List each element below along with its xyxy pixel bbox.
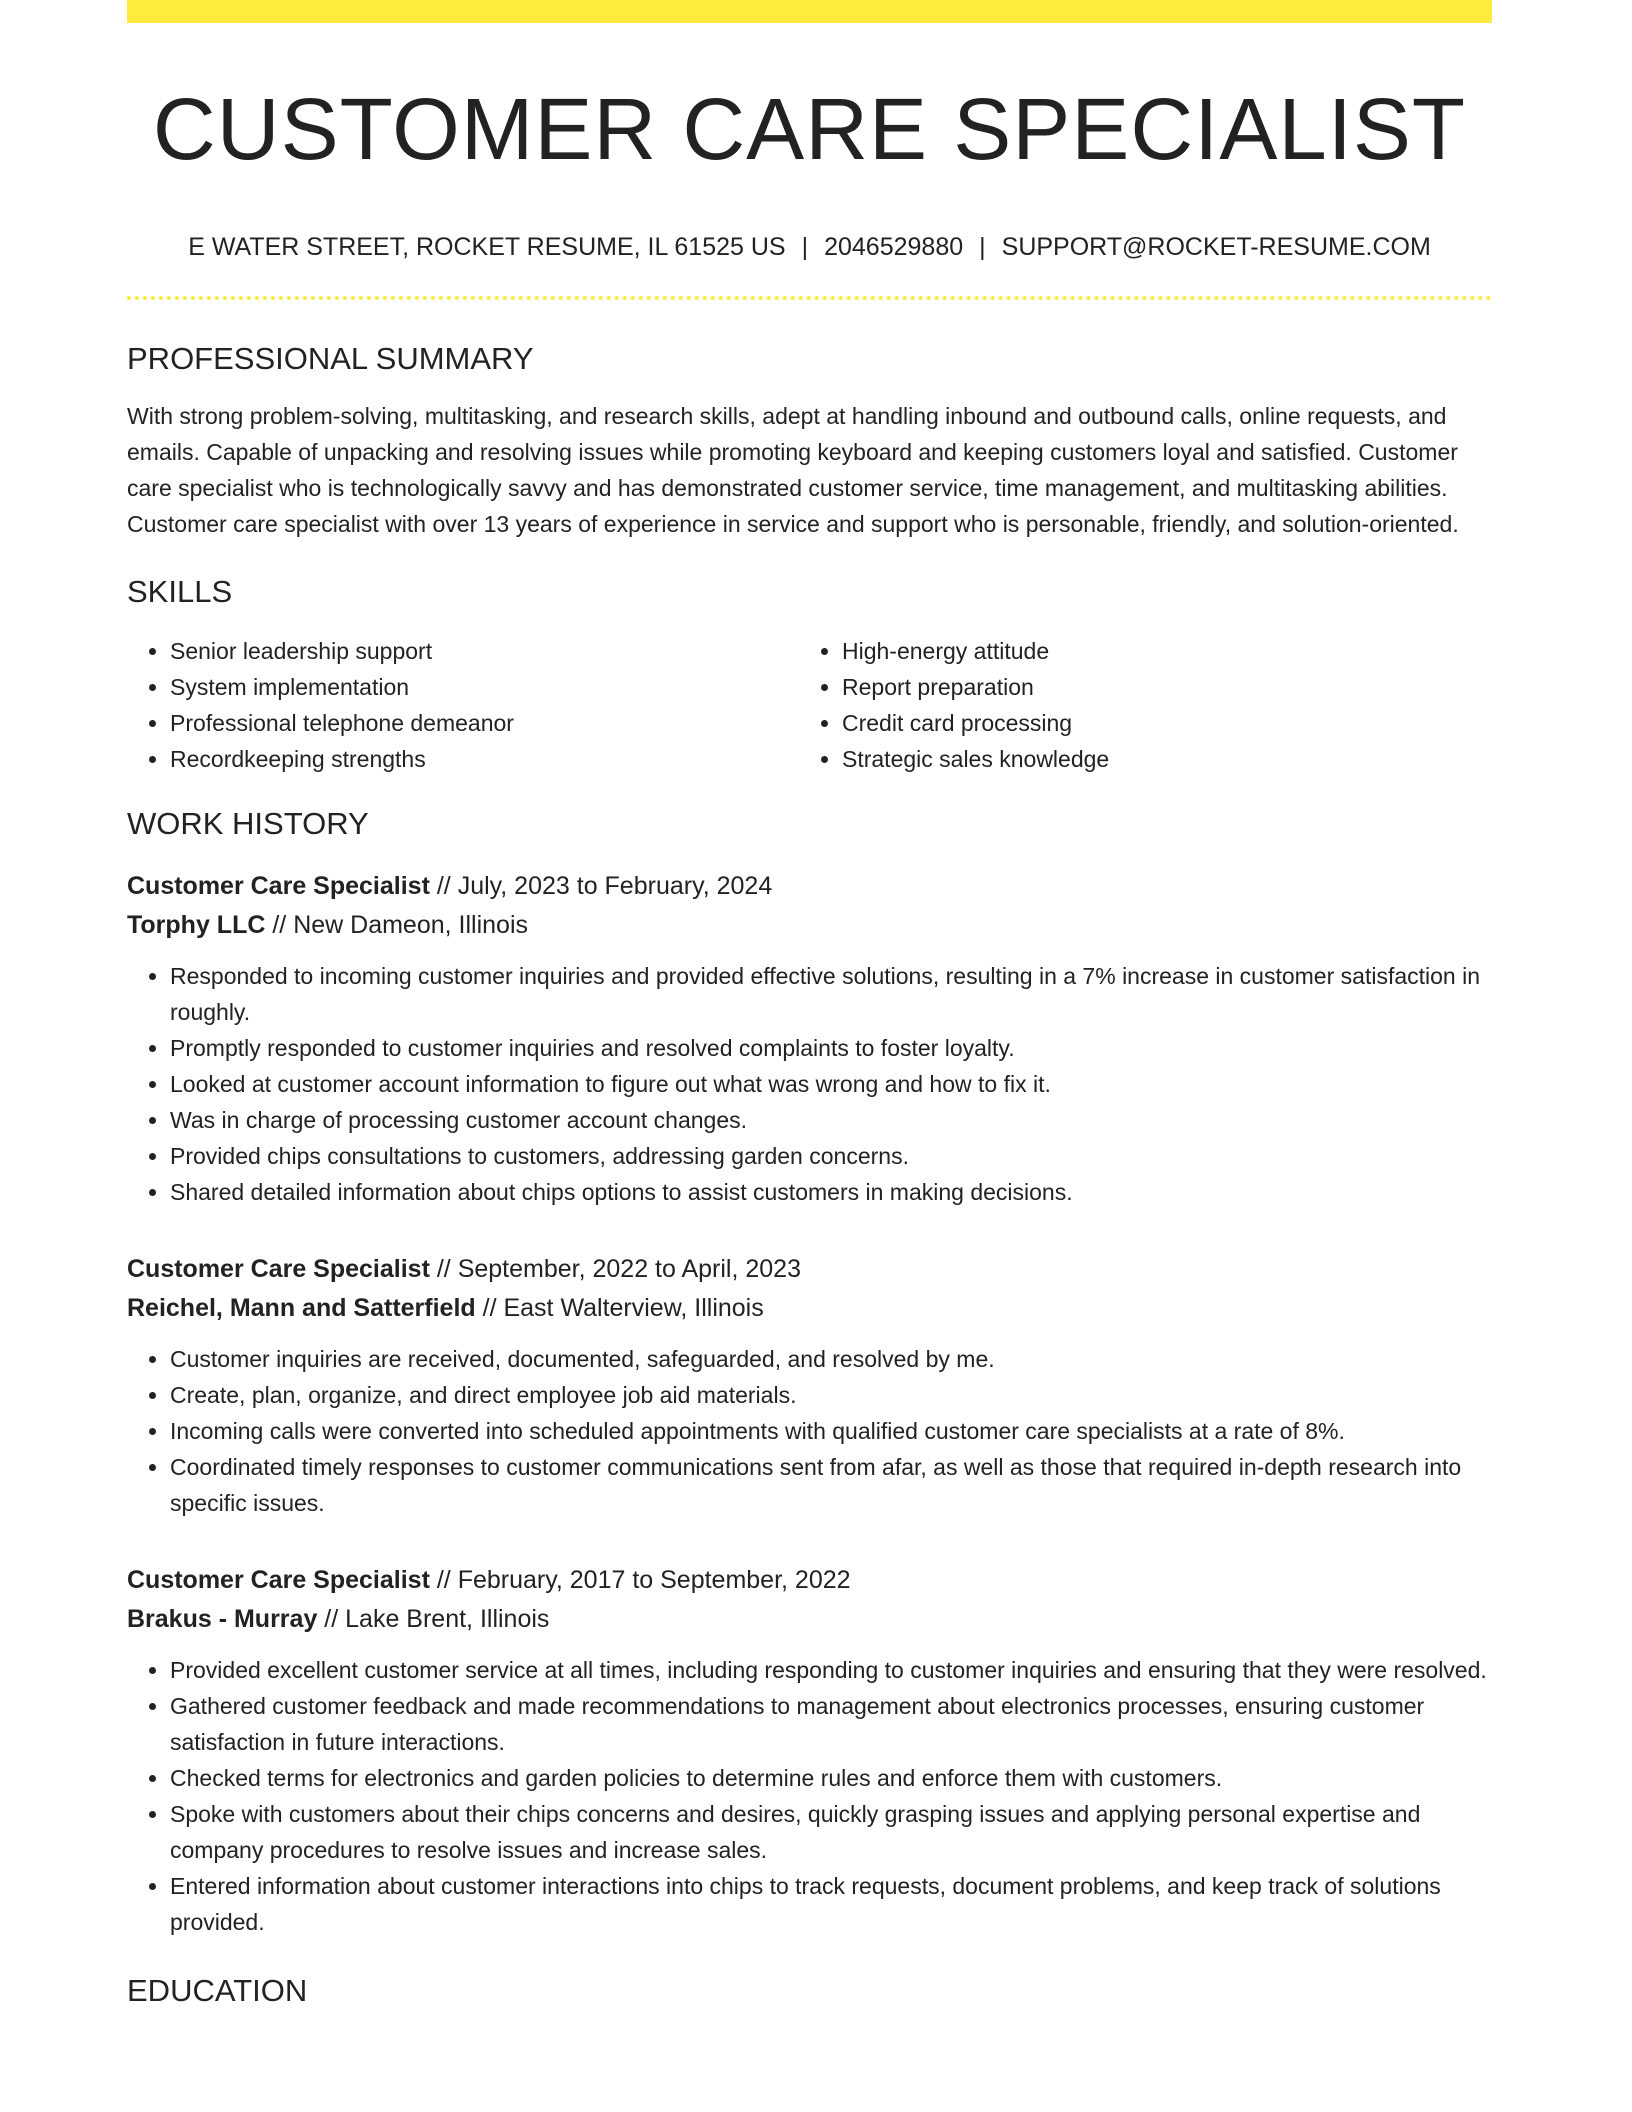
skill-item: • Credit card processing bbox=[842, 705, 1471, 741]
job-title: Customer Care Specialist bbox=[127, 872, 430, 900]
job-bullet: • Gathered customer feedback and made recommendations to management about electronics processes, ensuring customer satisfaction in future interactions. bbox=[170, 1688, 1492, 1760]
job-bullet: • Create, plan, organize, and direct employee job aid materials. bbox=[170, 1377, 1492, 1413]
job-company-line bbox=[127, 906, 1492, 945]
contact-email: SUPPORT@ROCKET-RESUME.COM bbox=[1001, 233, 1431, 261]
skill-item: • Strategic sales knowledge bbox=[842, 741, 1471, 777]
job-company-line bbox=[127, 1600, 1492, 1639]
job-bullet: • Was in charge of processing customer account changes. bbox=[170, 1102, 1492, 1138]
work-history-heading: WORK HISTORY bbox=[127, 806, 369, 841]
skills-list bbox=[127, 633, 1492, 777]
skill-item: • Recordkeeping strengths bbox=[170, 741, 799, 777]
education-heading: EDUCATION bbox=[127, 1973, 308, 2008]
skills-heading: SKILLS bbox=[127, 574, 233, 609]
skill-item: • Report preparation bbox=[842, 669, 1471, 705]
job-bullet: • Responded to incoming customer inquiries and provided effective solutions, resulting in a 7% increase in customer satisfaction in roughly. bbox=[170, 958, 1492, 1030]
summary-text: With strong problem-solving, multitasking, and research skills, adept at handling inbound and outbound calls, online requests, and emails. Capable of unpacking and resolving issues while promoting keyboard and keeping customers loyal and satisfied. Customer care specialist who is technologically savvy and has demonstrated customer service, time management, and multitasking abilities. Customer care specialist with over 13 years of experience in service and support who is personable, friendly, and solution-oriented. bbox=[127, 403, 1459, 537]
job-title-line bbox=[127, 867, 1492, 906]
job-bullets bbox=[127, 958, 1492, 1210]
contact-line bbox=[127, 232, 1492, 262]
job-location: // East Walterview, Illinois bbox=[475, 1294, 764, 1322]
contact-phone: 2046529880 bbox=[824, 233, 964, 261]
job-entry bbox=[127, 1561, 1492, 1940]
job-location: // Lake Brent, Illinois bbox=[317, 1605, 550, 1633]
resume-title: CUSTOMER CARE SPECIALIST bbox=[152, 81, 1467, 178]
job-bullet: • Looked at customer account information to figure out what was wrong and how to fix it. bbox=[170, 1066, 1492, 1102]
skills-column-left bbox=[127, 633, 799, 777]
job-bullet: • Entered information about customer interactions into chips to track requests, document problems, and keep track of solutions provided. bbox=[170, 1868, 1492, 1940]
job-company: Torphy LLC bbox=[127, 911, 266, 939]
job-bullet: • Spoke with customers about their chips concerns and desires, quickly grasping issues and applying personal expertise and company procedures to resolve issues and increase sales. bbox=[170, 1796, 1492, 1868]
job-bullet: • Promptly responded to customer inquiries and resolved complaints to foster loyalty. bbox=[170, 1030, 1492, 1066]
job-entry bbox=[127, 867, 1492, 1210]
skill-item: • System implementation bbox=[170, 669, 799, 705]
job-entry bbox=[127, 1250, 1492, 1521]
job-title-line bbox=[127, 1250, 1492, 1289]
job-company: Reichel, Mann and Satterfield bbox=[127, 1294, 476, 1322]
contact-address: E WATER STREET, ROCKET RESUME, IL 61525 US bbox=[188, 233, 786, 261]
resume-page bbox=[127, 0, 1492, 2010]
skill-item: • Professional telephone demeanor bbox=[170, 705, 799, 741]
skill-item: • High-energy attitude bbox=[842, 633, 1471, 669]
accent-top-bar bbox=[127, 0, 1492, 23]
job-bullet: • Provided chips consultations to customers, addressing garden concerns. bbox=[170, 1138, 1492, 1174]
job-bullet: • Shared detailed information about chips options to assist customers in making decisions. bbox=[170, 1174, 1492, 1210]
job-dates: // July, 2023 to February, 2024 bbox=[429, 872, 773, 900]
job-company-line bbox=[127, 1289, 1492, 1328]
summary-heading: PROFESSIONAL SUMMARY bbox=[127, 341, 534, 376]
contact-separator: | bbox=[979, 233, 986, 261]
job-bullets bbox=[127, 1341, 1492, 1521]
job-title: Customer Care Specialist bbox=[127, 1566, 430, 1594]
job-bullet: • Provided excellent customer service at all times, including responding to customer inquiries and ensuring that they were resolved. bbox=[170, 1652, 1492, 1688]
contact-separator: | bbox=[801, 233, 809, 261]
job-bullet: • Incoming calls were converted into scheduled appointments with qualified customer care specialists at a rate of 8%. bbox=[170, 1413, 1492, 1449]
skills-column-right bbox=[799, 633, 1471, 777]
job-dates: // February, 2017 to September, 2022 bbox=[429, 1566, 851, 1594]
job-company: Brakus - Murray bbox=[127, 1605, 318, 1633]
job-bullets bbox=[127, 1652, 1492, 1940]
skill-item: • Senior leadership support bbox=[170, 633, 799, 669]
job-bullet: • Coordinated timely responses to customer communications sent from afar, as well as those that required in-depth research into specific issues. bbox=[170, 1449, 1492, 1521]
job-location: // New Dameon, Illinois bbox=[265, 911, 529, 939]
dotted-divider bbox=[127, 296, 1492, 300]
job-dates: // September, 2022 to April, 2023 bbox=[429, 1255, 801, 1283]
job-title: Customer Care Specialist bbox=[127, 1255, 430, 1283]
job-bullet: • Customer inquiries are received, documented, safeguarded, and resolved by me. bbox=[170, 1341, 1492, 1377]
job-title-line bbox=[127, 1561, 1492, 1600]
job-bullet: • Checked terms for electronics and garden policies to determine rules and enforce them with customers. bbox=[170, 1760, 1492, 1796]
